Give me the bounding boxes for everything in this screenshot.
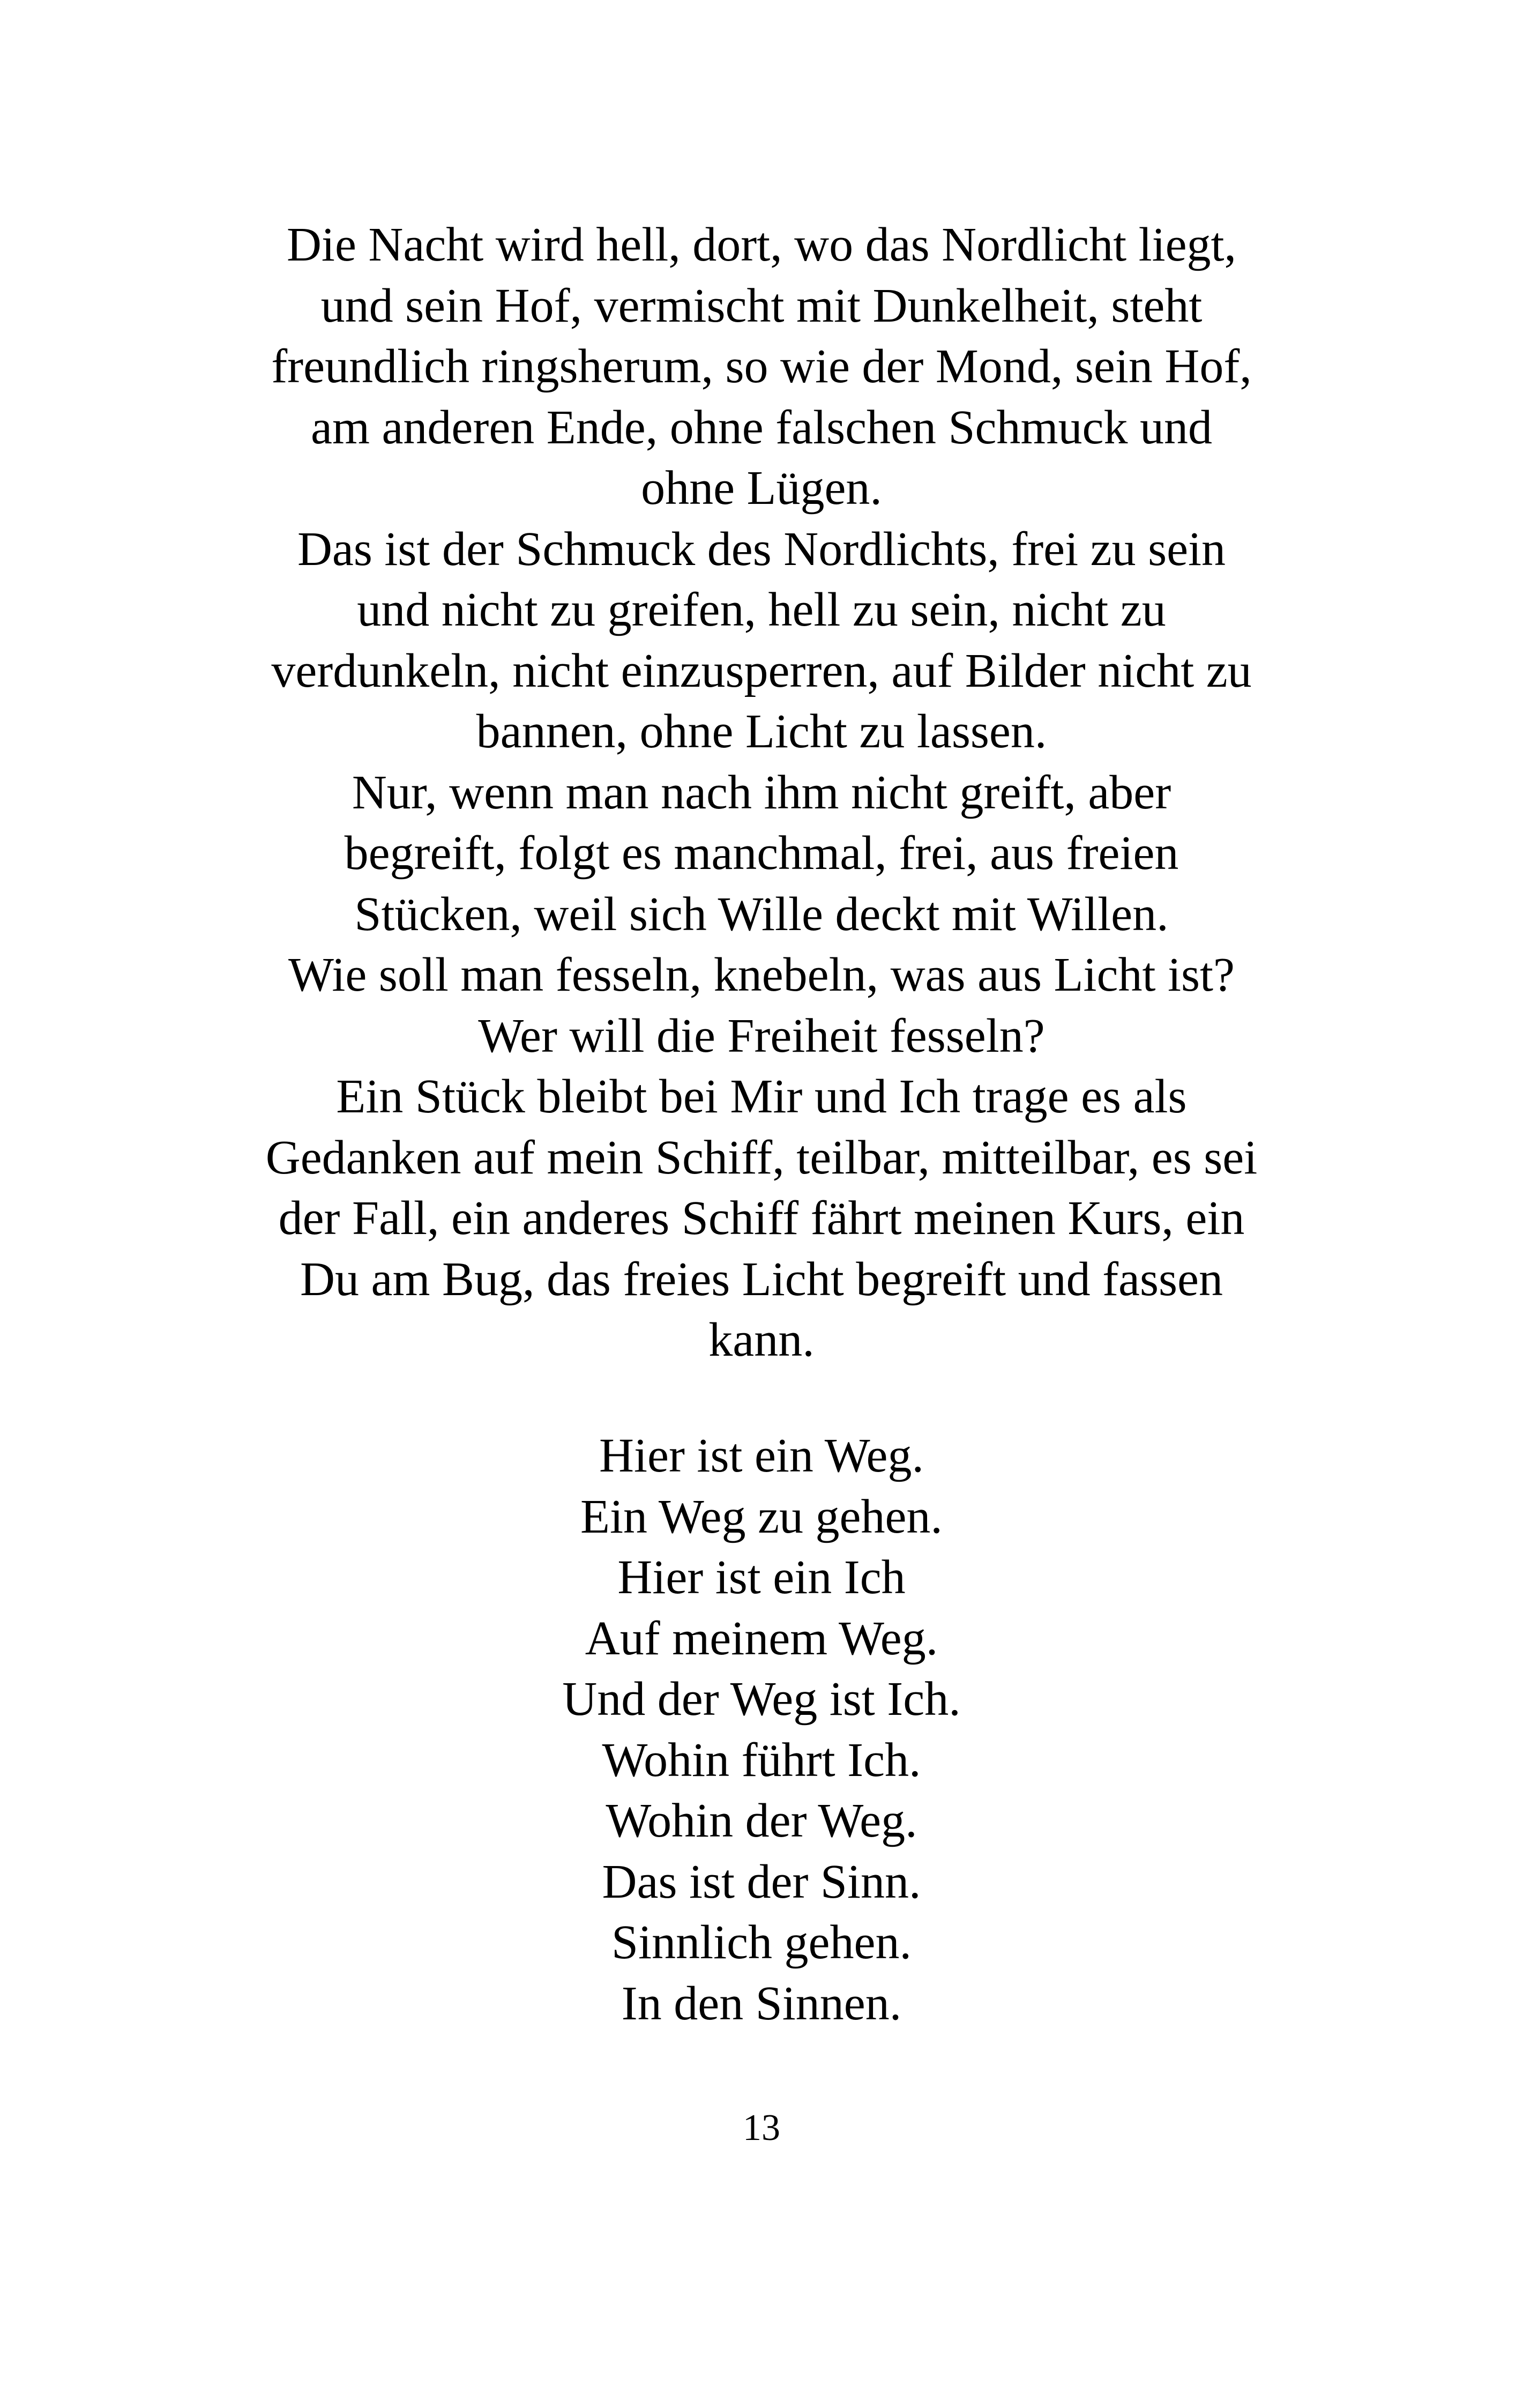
poem-line: Und der Weg ist Ich. [562,1673,961,1726]
prose-line: kann. [708,1313,815,1366]
prose-line: Die Nacht wird hell, dort, wo das Nordlicht liegt, [286,218,1237,271]
prose-line: und nicht zu greifen, hell zu sein, nicht zu [357,583,1166,636]
poem-line: Ein Weg zu gehen. [580,1490,943,1543]
prose-line: Gedanken auf mein Schiff, teilbar, mitteilbar, es sei [265,1131,1258,1184]
poem-line: Das ist der Sinn. [602,1855,921,1908]
poem-line: In den Sinnen. [621,1976,902,2030]
prose-line: Nur, wenn man nach ihm nicht greift, aber [352,765,1171,819]
prose-line: verdunkeln, nicht einzusperren, auf Bilder nicht zu [271,644,1252,697]
prose-line: begreift, folgt es manchmal, frei, aus freien [344,827,1179,880]
prose-paragraphs [198,214,1325,1371]
prose-line: Das ist der Schmuck des Nordlichts, frei zu sein [297,522,1226,576]
prose-line: und sein Hof, vermischt mit Dunkelheit, steht [320,279,1203,332]
prose-line: Stücken, weil sich Wille deckt mit Willen. [354,887,1169,941]
poem-line: Auf meinem Weg. [585,1611,938,1665]
prose-line: freundlich ringsherum, so wie der Mond, sein Hof, [271,340,1252,393]
poem-line: Hier ist ein Ich [617,1551,906,1604]
poem-line: Wohin führt Ich. [602,1733,921,1787]
poem-stanza [198,1425,1325,2034]
poem-line: Sinnlich gehen. [611,1916,912,1969]
poem-line: Hier ist ein Weg. [599,1429,924,1482]
prose-line: am anderen Ende, ohne falschen Schmuck und [311,400,1212,454]
prose-line: Du am Bug, das freies Licht begreift und fassen [300,1252,1223,1306]
poem-line: Wohin der Weg. [606,1794,917,1847]
prose-line: der Fall, ein anderes Schiff fährt meinen Kurs, ein [278,1192,1245,1245]
prose-line: Wie soll man fesseln, knebeln, was aus Licht ist? [288,948,1235,1001]
prose-line: ohne Lügen. [641,462,882,515]
prose-line: bannen, ohne Licht zu lassen. [476,705,1047,758]
prose-line: Ein Stück bleibt bei Mir und Ich trage es als [336,1070,1187,1123]
prose-line: Wer will die Freiheit fesseln? [478,1009,1045,1062]
page-number: 13 [743,2107,780,2149]
